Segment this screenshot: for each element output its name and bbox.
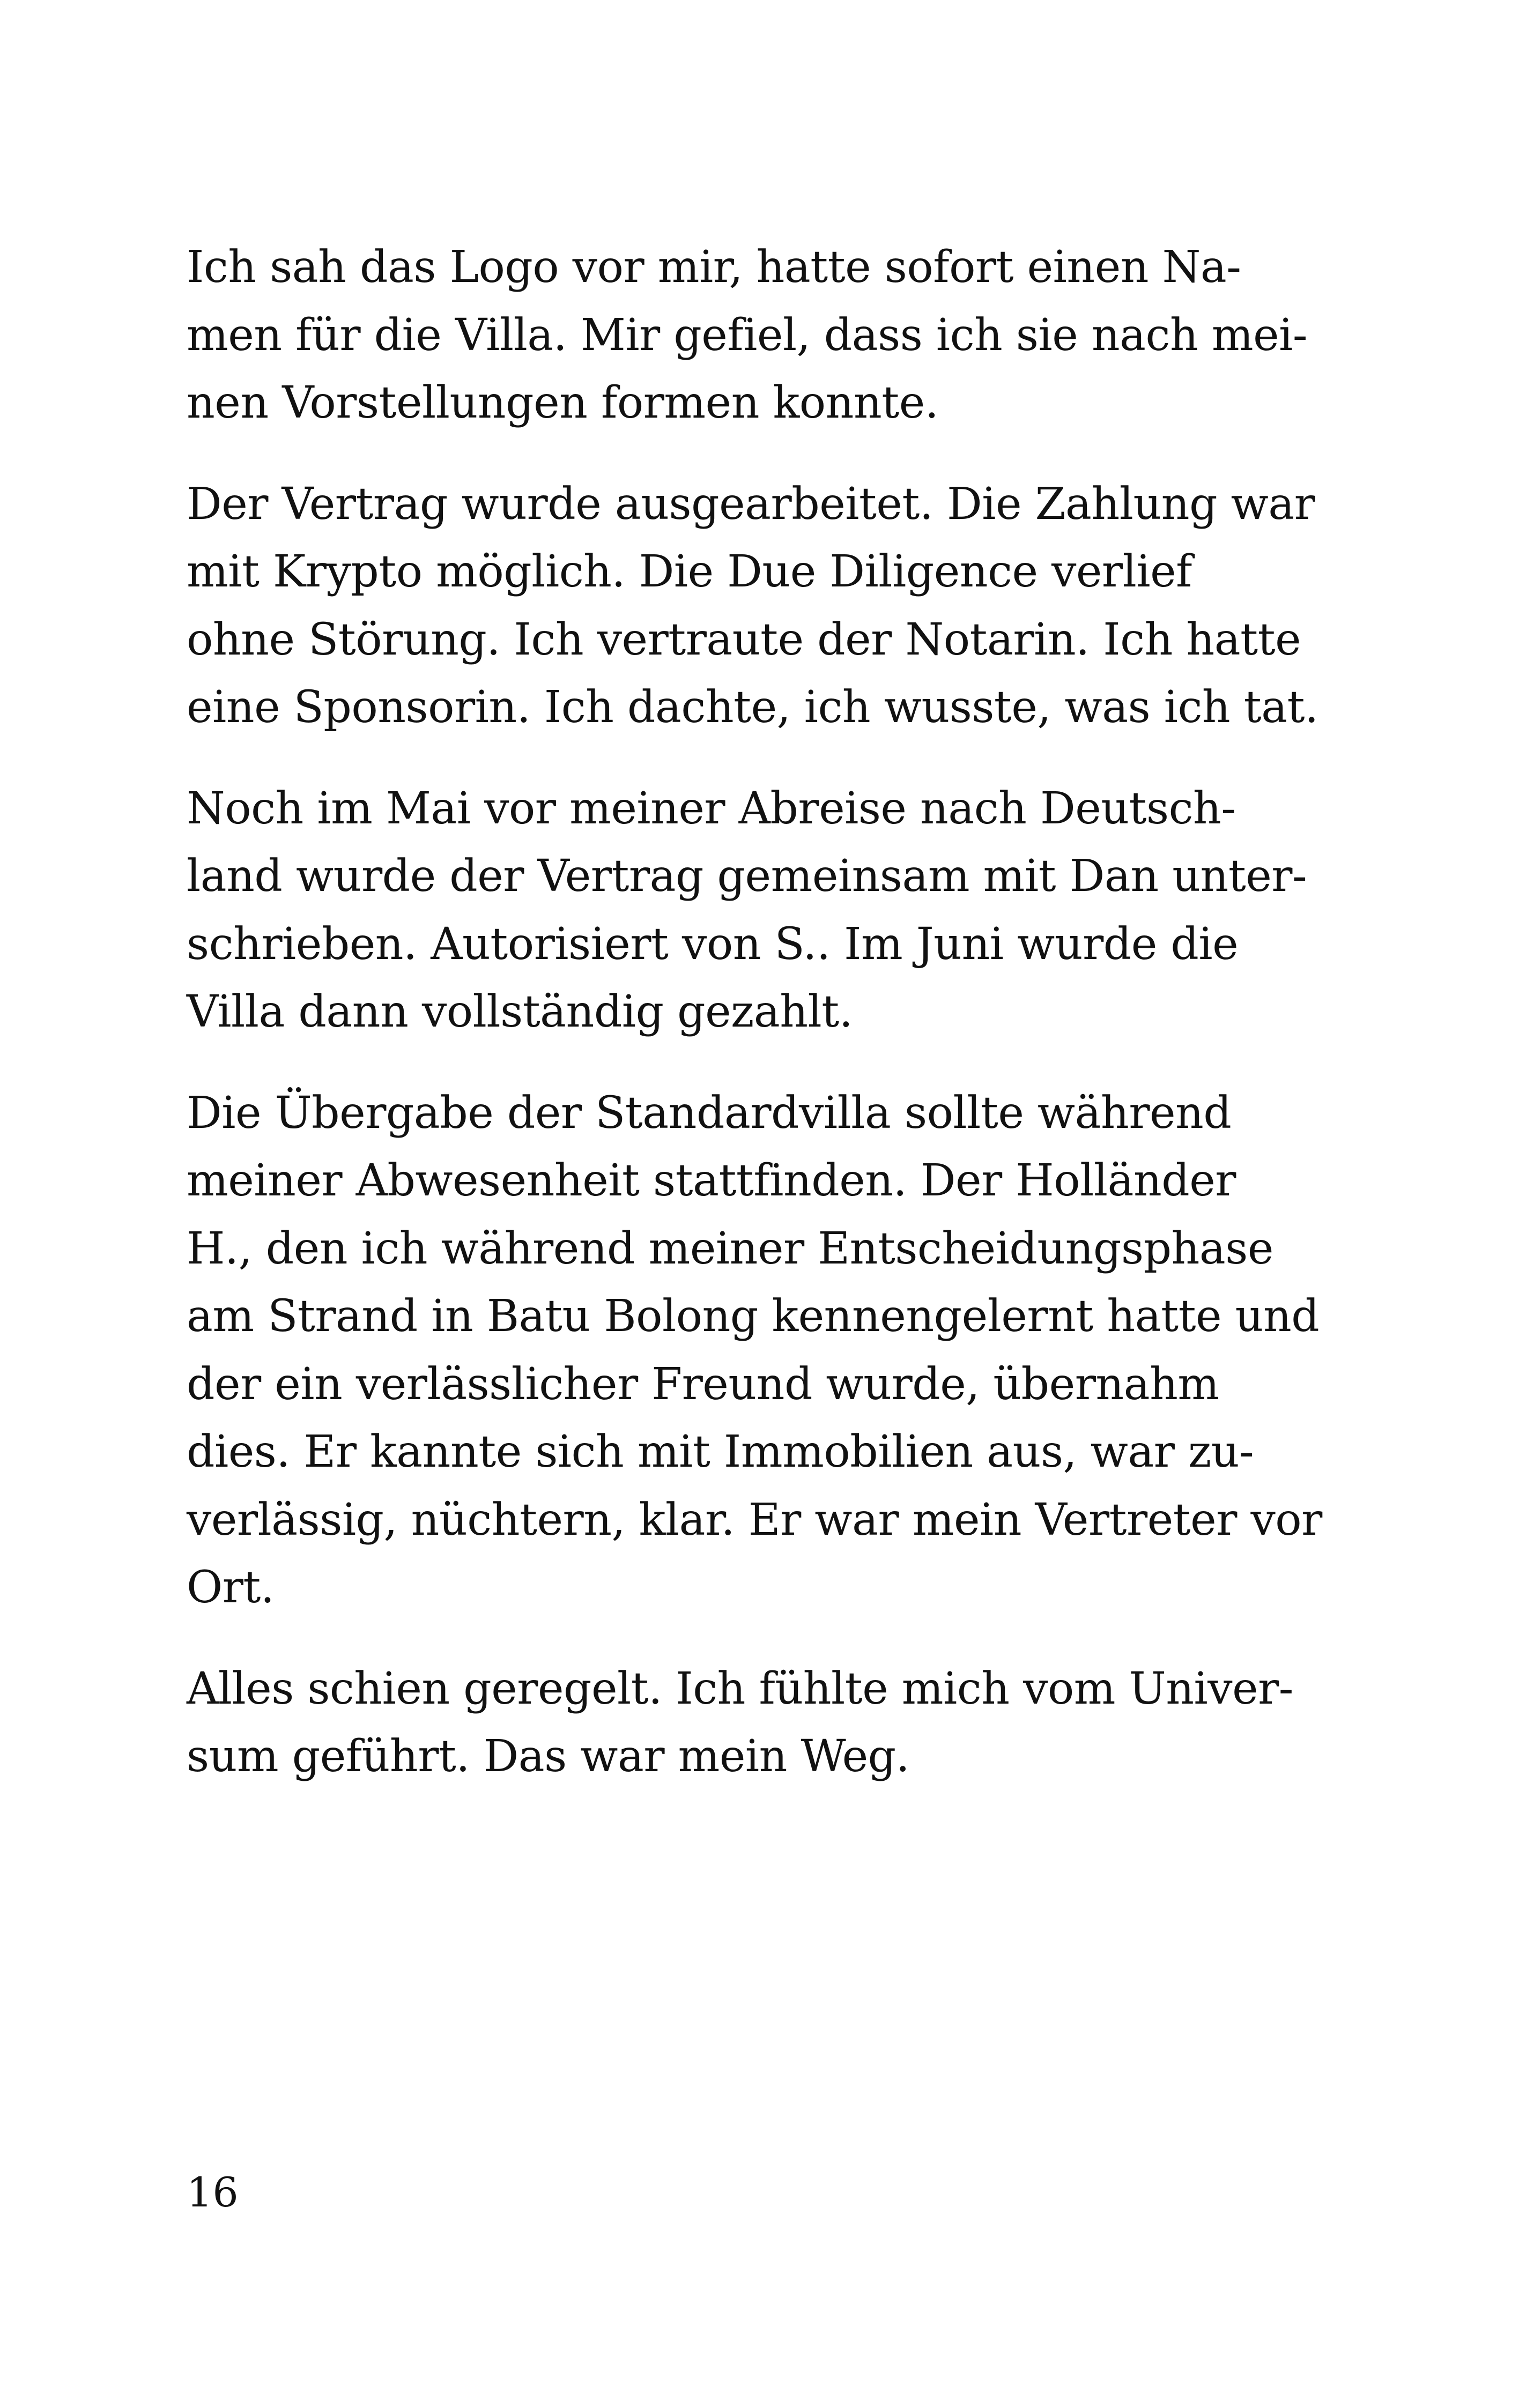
paragraph-5: [187, 1655, 1294, 1791]
text-line: nen Vorstellungen formen konnte.: [187, 377, 939, 428]
text-line: der ein verlässlicher Freund wurde, übernahm: [187, 1358, 1219, 1410]
text-line: land wurde der Vertrag gemeinsam mit Dan unter-: [187, 851, 1307, 902]
text-line: Der Vertrag wurde ausgearbeitet. Die Zahlung war: [187, 478, 1315, 530]
paragraph-2: [187, 471, 1318, 742]
text-line: eine Sponsorin. Ich dachte, ich wusste, was ich tat.: [187, 682, 1318, 733]
text-line: men für die Villa. Mir gefiel, dass ich sie nach mei-: [187, 309, 1308, 361]
text-line: ohne Störung. Ich vertraute der Notarin. Ich hatte: [187, 614, 1301, 665]
text-line: sum geführt. Das war mein Weg.: [187, 1731, 910, 1782]
text-line: dies. Er kannte sich mit Immobilien aus, war zu-: [187, 1426, 1254, 1477]
text-line: Villa dann vollständig gezahlt.: [187, 986, 853, 1037]
text-line: am Strand in Batu Bolong kennengelernt hatte und: [187, 1291, 1320, 1342]
paragraph-1: [187, 234, 1308, 437]
text-line: H., den ich während meiner Entscheidungsphase: [187, 1223, 1273, 1274]
paragraph-4: [187, 1080, 1322, 1622]
text-line: meiner Abwesenheit stattfinden. Der Holländer: [187, 1155, 1236, 1206]
text-line: Noch im Mai vor meiner Abreise nach Deutsch-: [187, 783, 1236, 834]
text-line: Alles schien geregelt. Ich fühlte mich vom Univer-: [187, 1663, 1293, 1714]
page-number: 16: [187, 2168, 239, 2216]
body-text: [187, 234, 1322, 1824]
paragraph-3: [187, 775, 1307, 1046]
text-line: Ort.: [187, 1562, 275, 1613]
text-line: verlässig, nüchtern, klar. Er war mein Vertreter vor: [187, 1494, 1322, 1545]
text-line: Die Übergabe der Standardvilla sollte während: [187, 1087, 1232, 1139]
text-line: Ich sah das Logo vor mir, hatte sofort einen Na-: [187, 242, 1241, 293]
text-line: schrieben. Autorisiert von S.. Im Juni wurde die: [187, 918, 1239, 970]
text-line: mit Krypto möglich. Die Due Diligence verlief: [187, 546, 1192, 597]
